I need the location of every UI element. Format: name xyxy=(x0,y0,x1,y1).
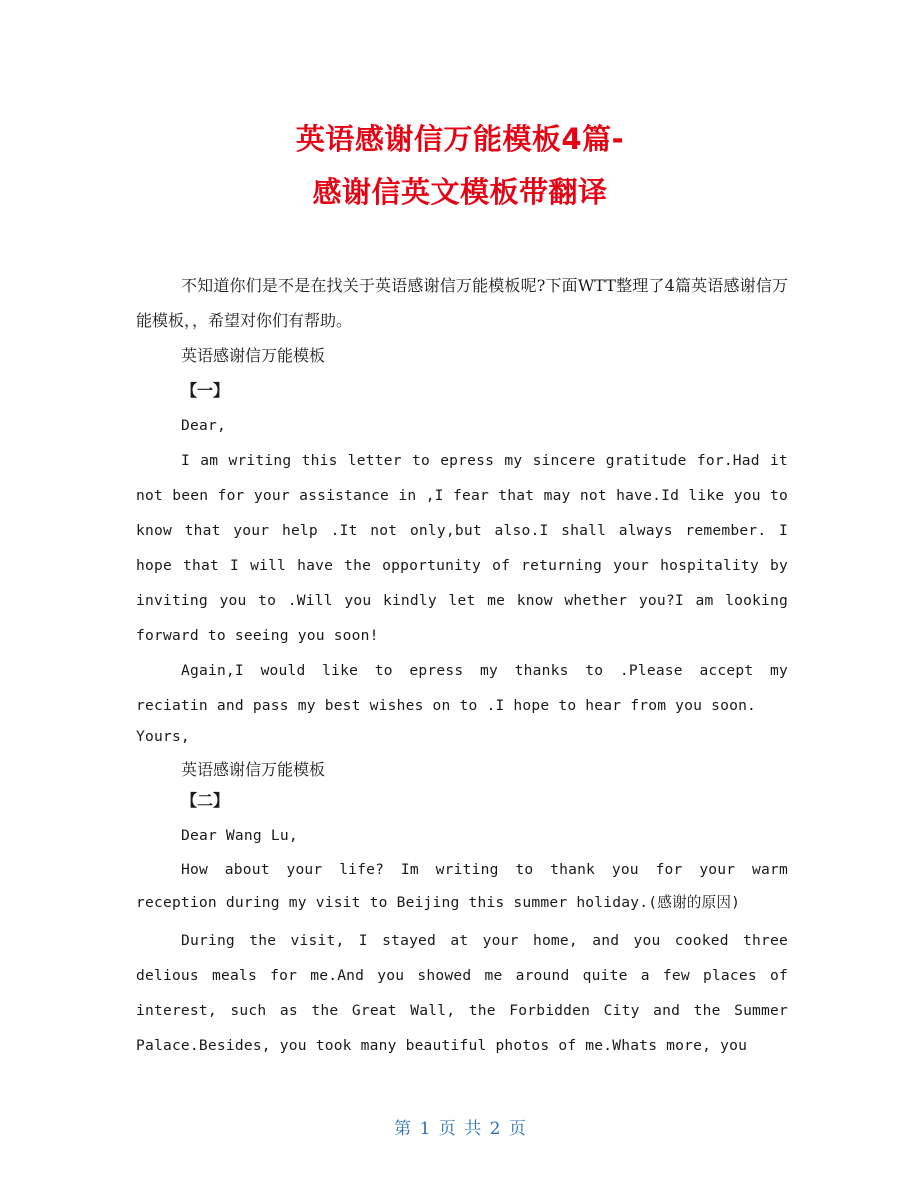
intro-paragraph: 不知道你们是不是在找关于英语感谢信万能模板呢?下面WTT整理了4篇英语感谢信万能模板，，希望对你们有帮助。 xyxy=(136,276,788,330)
section-heading-1: 英语感谢信万能模板 xyxy=(181,346,326,365)
page-number-footer: 第 1 页 共 2 页 xyxy=(394,1119,526,1139)
section-number-2: 【二】 xyxy=(181,791,230,810)
letter-2-salutation: Dear Wang Lu, xyxy=(181,827,298,844)
letter-1-closing: Yours, xyxy=(136,728,190,745)
page-title-line-2: 感谢信英文模板带翻译 xyxy=(312,175,608,209)
letter-1-paragraph-1: I am writing this letter to epress my sincere gratitude for.Had it not been for your assistance in ,I fear that may not have.Id like you to know that your help .It not only,but also.I shall always remember. I hope that I will have the opportunity of returning your hospitality by inviting you to .Will you kindly let me know whether you?I am looking forward to seeing you soon! xyxy=(136,452,788,644)
document-body xyxy=(136,268,788,1063)
section-heading-2: 英语感谢信万能模板 xyxy=(181,760,326,779)
letter-2-paragraph-2: During the visit, I stayed at your home, and you cooked three delious meals for me.And you showed me around quite a few places of interest, such as the Great Wall, the Forbidden City and the Summer Palace.Besides, you took many beautiful photos of me.Whats more, you xyxy=(136,932,788,1054)
letter-2-paragraph-1: How about your life? Im writing to thank you for your warm reception during my visit to Beijing this summer holiday.(感谢的原因) xyxy=(136,861,788,911)
letter-1-paragraph-2: Again,I would like to epress my thanks to .Please accept my reciatin and pass my best wishes on to .I hope to hear from you soon. xyxy=(136,662,788,714)
section-number-1: 【一】 xyxy=(181,381,230,400)
page-title-line-1: 英语感谢信万能模板4篇- xyxy=(295,122,625,156)
letter-1-salutation: Dear, xyxy=(181,417,226,434)
